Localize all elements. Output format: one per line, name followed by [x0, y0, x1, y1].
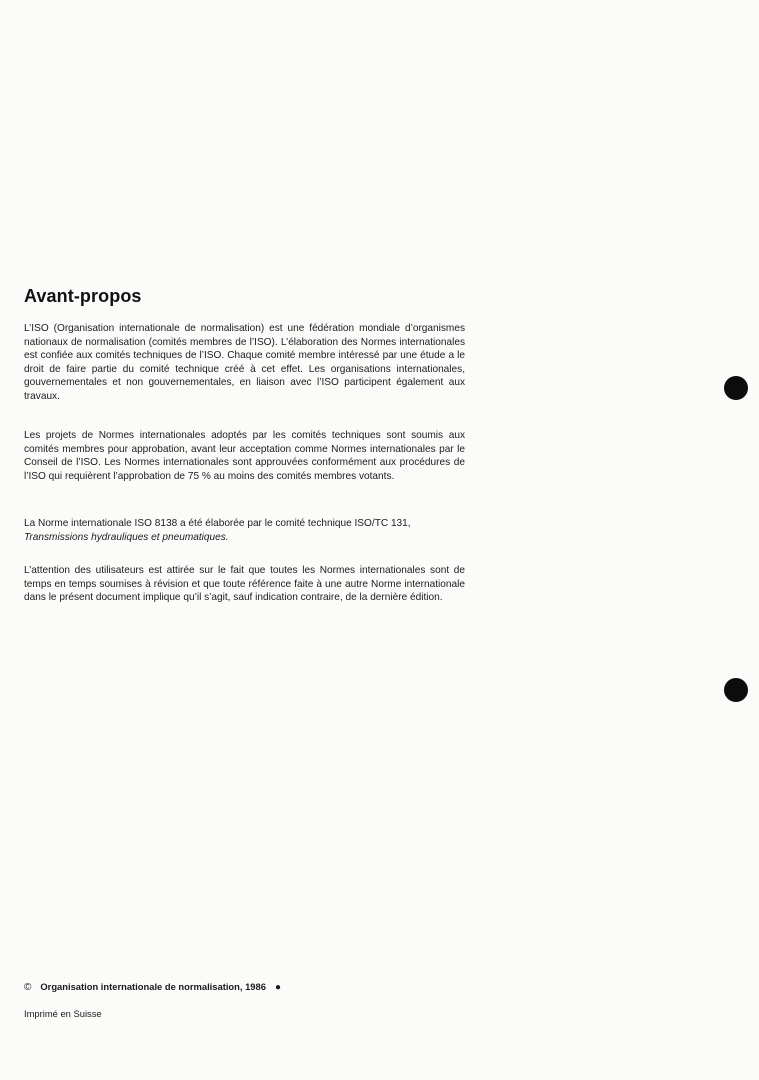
printed-in-text: Imprimé en Suisse	[24, 1008, 102, 1019]
committee-title: Transmissions hydrauliques et pneumatiques.	[24, 531, 229, 543]
copyright-symbol: ©	[24, 982, 32, 993]
copyright-text: Organisation internationale de normalisation, 1986	[40, 981, 266, 992]
punch-hole-bottom	[724, 678, 748, 702]
punch-hole-top	[724, 376, 748, 400]
standard-origin-text: La Norme internationale ISO 8138 a été élaborée par le comité technique ISO/TC 131,	[24, 518, 411, 529]
page-title: Avant-propos	[24, 286, 142, 306]
bullet-icon: ●	[274, 982, 281, 993]
paragraph-iso-intro: L’ISO (Organisation internationale de normalisation) est une fédération mondiale d’organismes nationaux de normalisation (comités membres de l’ISO). L’élaboration des Normes internationales est confiée aux comités techniques de l’ISO. Chaque comité membre intéressé par une étude a le droit de faire partie du comité technique créé à cet effet. Les organisations internationales, gouvernementales et non gouvernementales, en liaison avec l’ISO participent également aux travaux.	[24, 323, 465, 402]
paragraph-approval: Les projets de Normes internationales adoptés par les comités techniques sont soumis aux comités membres pour approbation, avant leur acceptation comme Normes internationales par le Conseil de l’ISO. Les Normes internationales sont approuvées conformément aux procédures de l’ISO qui requièrent l’approbation de 75 % au moins des comités membres votants.	[24, 430, 465, 482]
paragraph-revision-notice: L’attention des utilisateurs est attirée sur le fait que toutes les Normes internationales sont de temps en temps soumises à révision et que toute référence faite à une autre Norme internationale dans le présent document implique qu’il s’agit, sauf indication contraire, de la dernière édition.	[24, 565, 465, 604]
paragraph-standard-origin	[24, 517, 465, 544]
copyright-line	[24, 981, 281, 993]
